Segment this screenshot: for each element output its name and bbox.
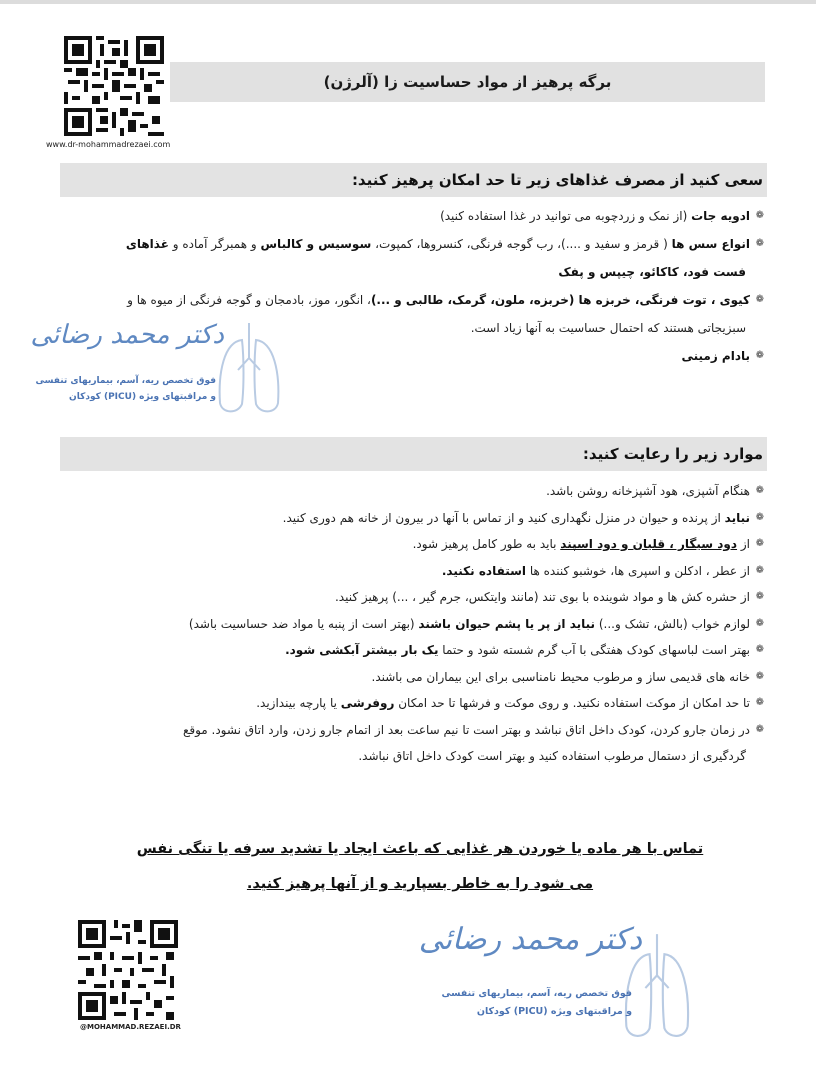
doctor-logo-bottom [418,918,692,1048]
page-title: برگه پرهیز از مواد حساسیت زا (آلرژن) [323,73,612,91]
list-item: ❁ کیوی ، توت فرنگی، خربزه ها (خربزه، ملون، گرمک، طالبی و ...)، انگور، موز، بادمجان و گوجه فرنگی از میوه ها و سبزیجاتی هستند که احتمال حساسیت به آنها زیاد است. [44,286,764,342]
lungs-icon [214,318,284,418]
observe-heading-bar [60,437,767,471]
page-title-bar [170,62,765,102]
bullet-icon: ❁ [755,644,764,655]
bullet-icon: ❁ [755,210,764,221]
bullet-icon: ❁ [755,723,764,735]
bullet-icon: ❁ [755,617,764,629]
top-border [0,0,816,4]
list-item: ❁ از دود سیگار ، قلیان و دود اسپند باید به طور کامل پرهیز شود. [44,531,764,558]
qr-code-icon [78,920,178,1020]
logo-specialty-line1: فوق تخصص ریه، آسم، بیماریهای تنفسی [441,988,632,999]
list-item: ❁ هنگام آشپزی، هود آشپزخانه روشن باشد. [44,478,764,505]
list-item: ❁ خانه های قدیمی ساز و مرطوب محیط نامناسبی برای این بیماران می باشند. [44,664,764,691]
bullet-icon: ❁ [755,485,764,496]
bullet-icon: ❁ [755,350,764,361]
bullet-icon: ❁ [755,238,764,249]
qr-code-icon [64,36,164,136]
observe-list [44,478,764,770]
list-item: ❁ لوازم خواب (بالش، تشک و...) نباید از پر یا پشم حیوان باشند (بهتر است از پنبه یا مواد ضد حساسیت باشد) [44,611,764,638]
bullet-icon: ❁ [755,564,764,576]
list-item: ❁ بهتر است لباسهای کودک هفتگی با آب گرم شسته شود و حتما یک بار بیشتر آبکشی شود. [44,637,764,664]
avoid-foods-heading: سعی کنید از مصرف غذاهای زیر تا حد امکان پرهیز کنید: [351,171,763,189]
bullet-icon: ❁ [755,294,764,305]
bullet-icon: ❁ [755,591,764,602]
list-item: ❁ تا حد امکان از موکت استفاده نکنید. و روی موکت و فرشها تا حد امکان روفرشی یا پارچه بیندازید. [44,690,764,717]
observe-heading: موارد زیر را رعایت کنید: [582,445,763,463]
list-item: ❁ انواع سس ها ( قرمز و سفید و ....)، رب گوجه فرنگی، کنسروها، کمپوت، سوسیس و کالباس و همبرگر آماده و غذاهای فست فود، کاکائو، چیپس و پفک [44,230,764,286]
footer-warning [100,832,740,902]
doctor-logo-middle [30,318,264,428]
logo-specialty-line2: و مراقبتهای ویژه (PICU) کودکان [476,1006,632,1017]
instagram-handle[interactable]: @MOHAMMAD.REZAEI.DR [80,1023,181,1031]
bullet-icon: ❁ [755,697,764,708]
logo-specialty-line1: فوق تخصص ریه، آسم، بیماریهای تنفسی [35,376,216,386]
logo-doctor-name: دکتر محمد رضائی [30,320,224,350]
qr-code-top [64,36,164,136]
list-item: ❁ نباید از پرنده و حیوان در منزل نگهداری کنید و از تماس با آنها در بیرون از خانه هم دوری کنید. [44,505,764,532]
list-item: ❁ از عطر ، ادکلن و اسپری ها، خوشبو کننده ها استفاده نکنید. [44,558,764,585]
list-item: ❁ بادام زمینی [44,342,764,370]
list-item: ❁ ادویه جات (از نمک و زردچوبه می توانید در غذا استفاده کنید) [44,202,764,230]
qr-code-bottom [78,920,178,1020]
website-url[interactable]: www.dr-mohammadrezaei.com [46,140,171,149]
avoid-foods-heading-bar [60,163,767,197]
footer-line-2: می شود را به خاطر بسپارید و از آنها پرهیز کنید. [246,876,594,892]
bullet-icon: ❁ [755,511,764,523]
bullet-icon: ❁ [755,538,764,549]
logo-doctor-name: دکتر محمد رضائی [418,922,642,957]
footer-line-1: تماس با هر ماده یا خوردن هر غذایی که باعث ایجاد یا تشدید سرفه یا تنگی نفس [136,841,704,857]
list-item: ❁ از حشره کش ها و مواد شوینده با بوی تند (مانند وایتکس، جرم گیر ، ...) پرهیز کنید. [44,584,764,611]
list-item: ❁ در زمان جارو کردن، کودک داخل اتاق نباشد و بهتر است تا نیم ساعت بعد از اتمام جارو زدن، وارد اتاق نشود. موقع گردگیری از دستمال مرطوب استفاده کنید و بهتر است کودک داخل اتاق نباشد. [44,717,764,770]
bullet-icon: ❁ [755,670,764,682]
logo-specialty-line2: و مراقبتهای ویژه (PICU) کودکان [69,392,216,402]
